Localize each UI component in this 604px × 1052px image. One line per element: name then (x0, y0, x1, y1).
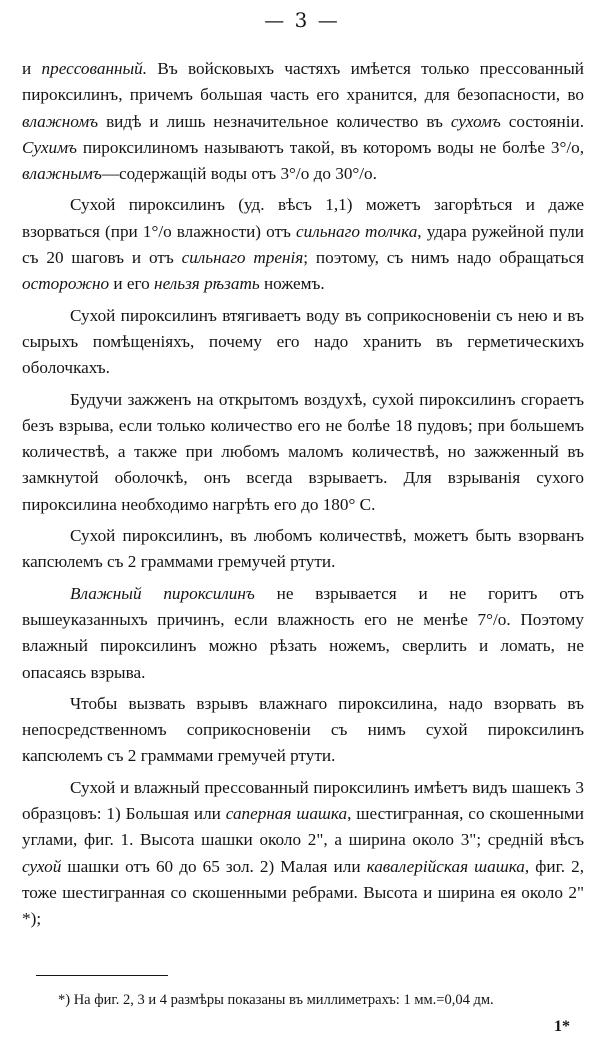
text-run: состояніи. (500, 111, 584, 131)
emphasized-text: Влажный пироксилинъ (70, 583, 255, 603)
text-run: Сухой пироксилинъ (уд. вѣсъ 1,1) можетъ загорѣться и даже взорваться (при 1°/о влажности) отъ (22, 195, 584, 241)
paragraph (22, 581, 584, 686)
text-run: Сухой пироксилинъ втягиваетъ воду въ соприкосновеніи съ нею и въ сырыхъ помѣщеніяхъ, почему его надо хранить въ герметическихъ оболочкахъ. (22, 305, 584, 378)
text-run: шашки отъ 60 до 65 зол. 2) Малая или (61, 856, 367, 876)
text-run: Чтобы вызвать взрывъ влажнаго пироксилина, надо взорвать въ непосредственномъ соприкосновеніи съ нимъ сухой пироксилинъ капсюлемъ съ 2 граммами гремучей ртути. (22, 693, 584, 766)
text-run: и его (109, 274, 155, 294)
paragraph (22, 192, 584, 297)
page-number: — 3 — (264, 8, 340, 32)
text-run: Въ войсковыхъ частяхъ имѣется только прессованный пироксилинъ, причемъ большая часть его хранится, для безопасности, во (22, 59, 584, 105)
emphasized-text: саперная шашка (225, 804, 348, 824)
text-run: пироксилиномъ называютъ такой, въ которомъ воды не болѣе 3°/о, (76, 137, 584, 157)
footnote-divider (36, 975, 168, 976)
emphasized-text: сильнаго толчка (295, 221, 418, 241)
paragraph (22, 523, 584, 576)
emphasized-text: Сухимъ (22, 137, 77, 157)
text-run: и (22, 59, 42, 78)
text-run: —содержащій воды отъ 3°/о до 30°/о. (101, 164, 377, 184)
footnote: *) На фиг. 2, 3 и 4 размѣры показаны въ миллиметрахъ: 1 мм.=0,04 дм. (58, 992, 494, 1008)
printer-signature-mark: 1* (554, 1018, 570, 1035)
text-run: видѣ и лишь незначительное количество въ (98, 111, 451, 131)
paragraph (22, 775, 584, 933)
paragraph (22, 303, 584, 382)
text-run: , шестигранная, со скошенными углами, фиг. 1. Высота шашки около 2", а ширина около 3"; средній вѣсъ (22, 804, 585, 850)
emphasized-text: нельзя рѣзать (154, 274, 260, 294)
paragraph (22, 691, 584, 770)
text-run: ножемъ. (259, 274, 325, 294)
emphasized-text: сухомъ (450, 111, 501, 131)
emphasized-text: влажномъ (22, 111, 99, 131)
text-run: , фиг. 2, тоже шестигранная со скошенными ребрами. Высота и ширина ея около 2" *); (22, 856, 584, 929)
emphasized-text: прессованный. (41, 59, 148, 78)
text-run: Сухой пироксилинъ, въ любомъ количествѣ, можетъ быть взорванъ капсюлемъ съ 2 граммами гремучей ртути. (22, 526, 584, 572)
emphasized-text: осторожно (22, 274, 110, 294)
emphasized-text: кавалерійская шашка (366, 856, 525, 876)
emphasized-text: влажнымъ (22, 164, 102, 184)
paragraph (22, 56, 584, 187)
text-run: не взрывается и не горитъ отъ вышеуказанныхъ причинъ, если влажность его не менѣе 7°/о. Поэтому влажный пироксилинъ можно рѣзать ножемъ, сверлить и ломать, не опасаясь взрыва. (22, 583, 584, 682)
emphasized-text: сильнаго тренія (181, 248, 304, 268)
text-run: , удара ружейной пули съ 20 шаговъ и отъ (22, 221, 584, 268)
text-run: ; поэтому, съ нимъ надо обращаться (303, 248, 584, 268)
text-run: Сухой и влажный прессованный пироксилинъ имѣетъ видъ шашекъ 3 образцовъ: 1) Большая или (22, 777, 584, 824)
emphasized-text: сухой (22, 856, 62, 876)
body-text (22, 56, 584, 933)
text-run: Будучи зажженъ на открытомъ воздухѣ, сухой пироксилинъ сгораетъ безъ взрыва, если только количество его не болѣе 18 пудовъ; при большемъ количествѣ, а также при любомъ маломъ количествѣ, но зажженный въ замкнутой оболочкѣ, онъ всегда взрываетъ. Для взрыванія сухого пироксилина необходимо нагрѣть его до 180° С. (22, 389, 584, 514)
paragraph (22, 387, 584, 518)
